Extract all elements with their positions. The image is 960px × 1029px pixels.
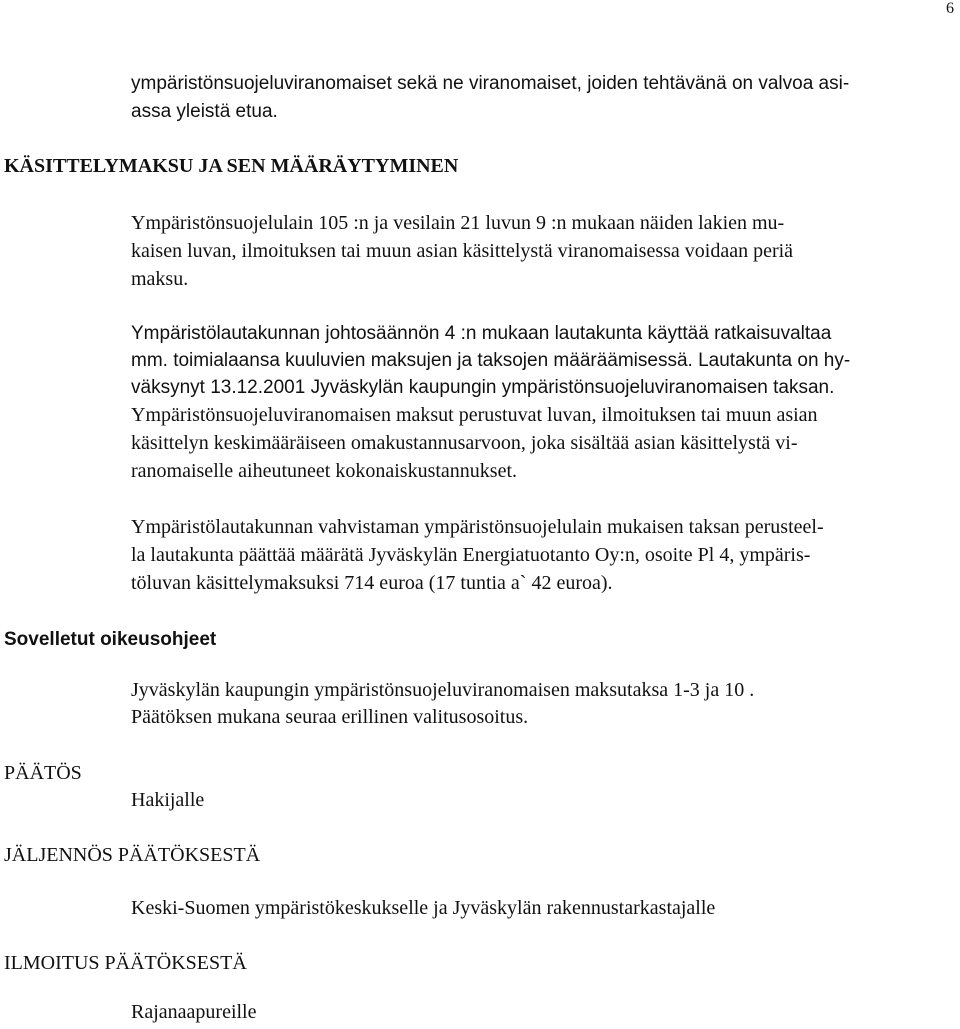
fee-paragraph-line: ranomaiselle aiheutuneet kokonaiskustannukset. (131, 460, 518, 482)
notice-recipient: Rajanaapureille (131, 1001, 257, 1023)
section-heading-decision: PÄÄTÖS (4, 762, 82, 784)
copy-recipient: Keski-Suomen ympäristökeskukselle ja Jyväskylän rakennustarkastajalle (131, 897, 716, 919)
fee-paragraph-line: Ympäristönsuojeluviranomaisen maksut perustuvat luvan, ilmoituksen tai muun asian (131, 404, 818, 426)
intro-line: ympäristönsuojeluviranomaiset sekä ne viranomaiset, joiden tehtävänä on valvoa asi- (131, 73, 850, 94)
section-heading-notice: ILMOITUS PÄÄTÖKSESTÄ (4, 952, 247, 974)
fee-paragraph-line: la lautakunta päättää määrätä Jyväskylän Energiatuotanto Oy:n, osoite Pl 4, ympäris- (131, 544, 811, 566)
fee-paragraph-line: käsittelyn keskimääräiseen omakustannusarvoon, joka sisältää asian käsittelystä vi- (131, 432, 798, 454)
page-number: 6 (946, 0, 954, 17)
fee-paragraph-line: töluvan käsittelymaksuksi 714 euroa (17 tuntia a` 42 euroa). (131, 572, 613, 594)
fee-paragraph-line: maksu. (131, 268, 189, 290)
section-heading-legal: Sovelletut oikeusohjeet (4, 629, 217, 650)
section-heading-copy: JÄLJENNÖS PÄÄTÖKSESTÄ (4, 844, 261, 866)
fee-paragraph-line: Ympäristölautakunnan johtosäännön 4 :n mukaan lautakunta käyttää ratkaisuvaltaa (131, 323, 832, 344)
fee-paragraph-line: Ympäristölautakunnan vahvistaman ympäristönsuojelulain mukaisen taksan perusteel- (131, 516, 824, 538)
fee-paragraph-line: mm. toimialaansa kuuluvien maksujen ja taksojen määräämisessä. Lautakunta on hy- (131, 350, 851, 371)
legal-line: Jyväskylän kaupungin ympäristönsuojeluviranomaisen maksutaksa 1-3 ja 10 . (131, 679, 755, 701)
legal-line: Päätöksen mukana seuraa erillinen valitusosoitus. (131, 706, 529, 728)
fee-paragraph-line: Ympäristönsuojelulain 105 :n ja vesilain 21 luvun 9 :n mukaan näiden lakien mu- (131, 212, 785, 234)
fee-paragraph-line: kaisen luvan, ilmoituksen tai muun asian käsittelystä viranomaisessa voidaan periä (131, 240, 794, 262)
intro-line: assa yleistä etua. (131, 101, 278, 122)
fee-paragraph-line: väksynyt 13.12.2001 Jyväskylän kaupungin ympäristönsuojeluviranomaisen taksan. (131, 377, 835, 398)
decision-recipient: Hakijalle (131, 789, 205, 811)
section-heading-fee: KÄSITTELYMAKSU JA SEN MÄÄRÄYTYMINEN (4, 155, 459, 177)
